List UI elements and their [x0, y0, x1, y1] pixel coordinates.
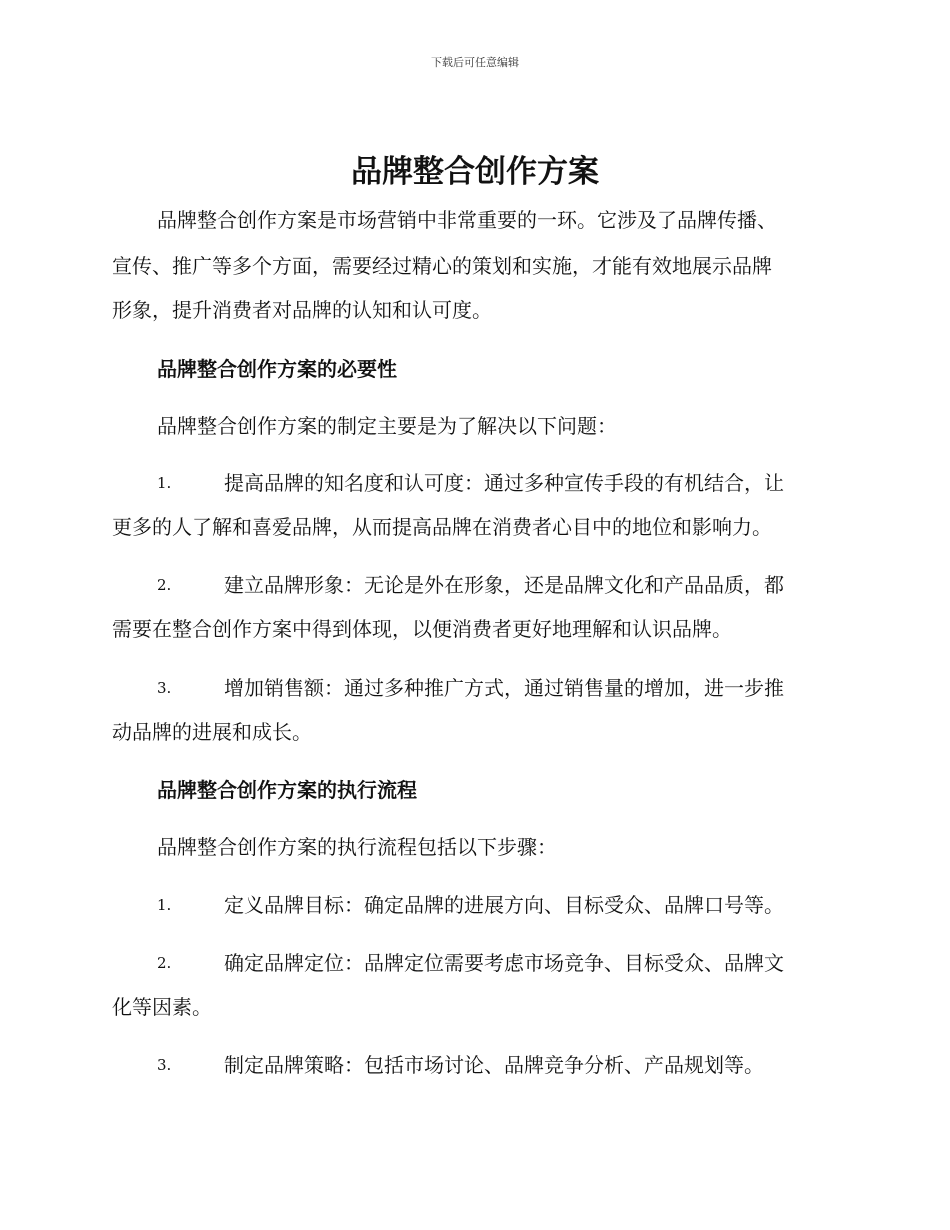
intro-line: 宣传、推广等多个方面，需要经过精心的策划和实施，才能有效地展示品牌: [112, 254, 772, 278]
list-item: [112, 941, 834, 1029]
list-number: 1.: [157, 896, 172, 914]
list-item-line: 提高品牌的知名度和认可度：通过多种宣传手段的有机结合，让: [224, 471, 784, 495]
list-item-line: 确定品牌定位：品牌定位需要考虑市场竞争、目标受众、品牌文: [224, 951, 784, 975]
section-heading: 品牌整合创作方案的执行流程: [157, 778, 417, 802]
header-note: 下载后可任意编辑: [431, 56, 519, 69]
section-heading: 品牌整合创作方案的必要性: [157, 357, 397, 381]
list-number: 1.: [157, 474, 172, 492]
list-number: 3.: [157, 679, 172, 697]
list-item: [112, 883, 834, 927]
list-item-line: 制定品牌策略：包括市场讨论、品牌竞争分析、产品规划等。: [224, 1053, 764, 1077]
list-number: 2.: [157, 576, 172, 594]
intro-line: 品牌整合创作方案是市场营销中非常重要的一环。它涉及了品牌传播、: [157, 208, 777, 232]
list-item-line: 化等因素。: [112, 995, 212, 1019]
section-lead: 品牌整合创作方案的制定主要是为了解决以下问题：: [157, 414, 617, 438]
list-item: [112, 666, 834, 754]
list-item-line: 动品牌的进展和成长。: [112, 720, 312, 744]
intro-line: 形象，提升消费者对品牌的认知和认可度。: [112, 298, 492, 322]
list-item-line: 增加销售额：通过多种推广方式，通过销售量的增加，进一步推: [224, 676, 784, 700]
list-number: 3.: [157, 1056, 172, 1074]
list-item-line: 定义品牌目标：确定品牌的进展方向、目标受众、品牌口号等。: [224, 893, 784, 917]
list-item-line: 更多的人了解和喜爱品牌，从而提高品牌在消费者心目中的地位和影响力。: [112, 515, 772, 539]
document-title: 品牌整合创作方案: [351, 154, 599, 190]
section-lead: 品牌整合创作方案的执行流程包括以下步骤：: [157, 835, 557, 859]
list-item-line: 建立品牌形象：无论是外在形象，还是品牌文化和产品品质，都: [224, 573, 784, 597]
list-number: 2.: [157, 954, 172, 972]
list-item-line: 需要在整合创作方案中得到体现，以便消费者更好地理解和认识品牌。: [112, 617, 732, 641]
list-item: [112, 563, 834, 651]
list-item: [112, 1043, 834, 1087]
list-item: [112, 461, 834, 549]
